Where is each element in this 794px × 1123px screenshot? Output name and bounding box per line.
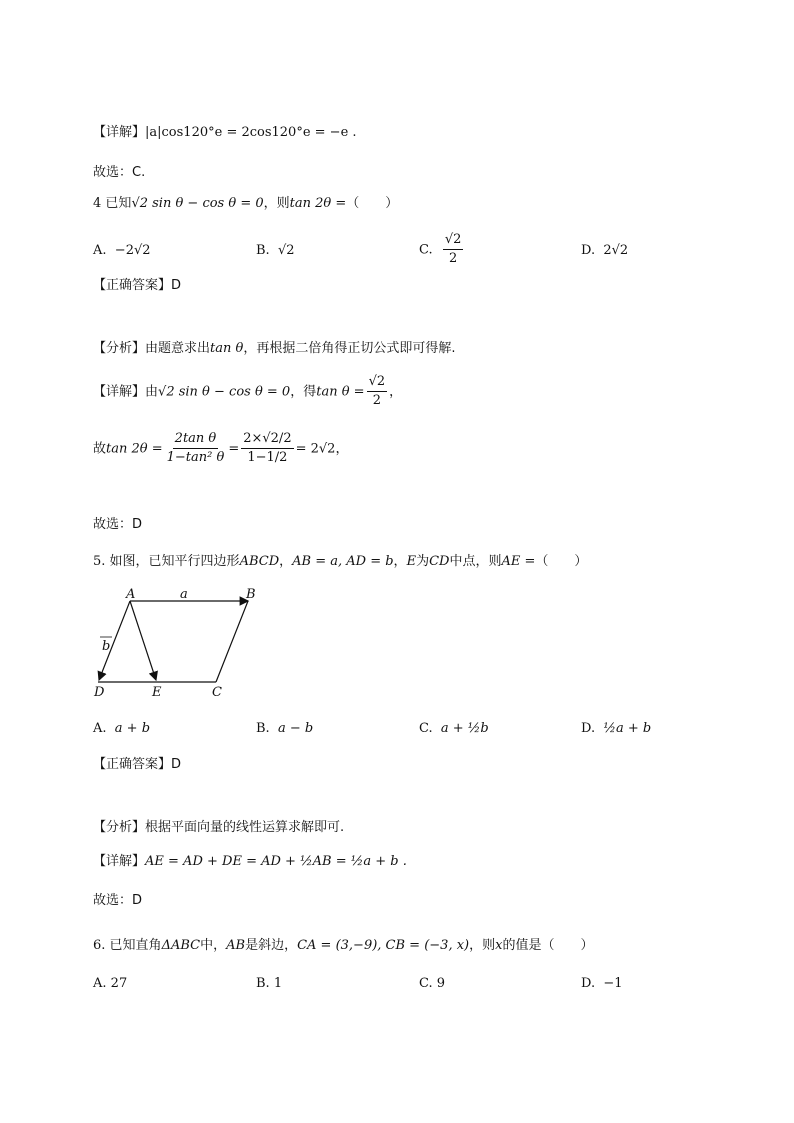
detail-formula: √2 sin θ − cos θ = 0 — [158, 384, 291, 400]
side-bc — [216, 601, 248, 682]
stem-formula: E — [406, 554, 417, 569]
stem-formula: ABCD — [239, 554, 280, 569]
analysis-text: 根据平面向量的线性运算求解即可. — [145, 820, 345, 835]
stem-text: 为 — [416, 554, 430, 569]
stem-text: ， — [279, 554, 293, 569]
point-e-label: E — [152, 685, 162, 700]
stem-formula: CD — [429, 554, 450, 569]
equals-sign: = — [228, 441, 240, 457]
q6-option-a — [93, 976, 127, 991]
detail-expression: |a|cos120°e = 2cos120°e = −e . — [145, 125, 357, 140]
detail-text: ， — [389, 384, 403, 400]
q5-option-d — [581, 721, 651, 736]
q4-detail — [93, 375, 402, 409]
q6-option-c — [419, 976, 445, 991]
answer-parenthesis: （ ） — [535, 554, 588, 569]
calc-result: = 2√2 — [295, 441, 336, 457]
detail-label: 【详解】 — [93, 125, 146, 140]
q4-choose: 故选：D — [93, 517, 143, 532]
detail-label: 【详解】 — [93, 384, 146, 400]
option-label: D. — [581, 721, 596, 736]
fraction-denominator: 1−tan² θ — [166, 450, 225, 466]
detail-formula: AE = AD + DE = AD + ½AB = ½a + b . — [145, 854, 407, 869]
q3-detail-line — [93, 126, 357, 139]
option-label: B. — [256, 976, 270, 991]
stem-text: ， — [393, 554, 407, 569]
vector-b-label: b — [102, 639, 111, 654]
point-c-label: C — [212, 685, 222, 700]
analysis-text: ，再根据二倍角得正切公式即可得解. — [243, 341, 456, 356]
option-value: 2√2 — [603, 243, 629, 258]
fraction-numerator: 2tan θ — [173, 432, 219, 449]
q5-option-a — [93, 721, 150, 736]
q6-option-b — [256, 976, 282, 991]
answer-value: D — [171, 278, 182, 293]
stem-formula: x — [495, 938, 503, 953]
vector-a-label: a — [180, 588, 188, 602]
fraction-denominator: 2 — [372, 393, 381, 409]
point-a-label: A — [126, 588, 136, 602]
q4-answer — [93, 279, 181, 292]
q3-choose: 故选：C. — [93, 165, 146, 180]
question-number: 4 — [93, 196, 102, 211]
analysis-label: 【分析】 — [93, 820, 146, 835]
stem-formula: tan 2θ = — [289, 196, 347, 211]
q5-answer — [93, 758, 181, 771]
option-label: C. — [419, 976, 433, 991]
analysis-formula: tan θ — [210, 341, 244, 356]
detail-formula: tan θ = — [316, 384, 365, 400]
stem-text: 如图，已知平行四边形 — [109, 554, 240, 569]
stem-text: 是斜边， — [245, 938, 298, 953]
stem-formula: AB — [226, 938, 246, 953]
option-value: 1 — [273, 976, 283, 991]
stem-text: 中， — [200, 938, 227, 953]
q4-calculation — [93, 432, 348, 466]
option-value: −2√2 — [114, 243, 151, 258]
option-value: −1 — [603, 976, 623, 991]
q6-stem — [93, 939, 594, 952]
answer-label: 【正确答案】 — [93, 278, 172, 293]
option-value: ½a + b — [603, 721, 652, 736]
stem-formula: CA = (3,−9), CB = (−3, x) — [297, 938, 470, 953]
option-value: 27 — [110, 976, 128, 991]
q5-analysis — [93, 821, 344, 834]
q5-choose: 故选：D — [93, 893, 143, 908]
calc-text: ， — [335, 441, 349, 457]
point-d-label: D — [94, 685, 105, 700]
stem-formula: AB = a, AD = b — [292, 554, 394, 569]
segment-ae-vector — [130, 601, 156, 680]
option-label: A. — [93, 721, 107, 736]
option-label: B. — [256, 243, 270, 258]
stem-text: ，则 — [469, 938, 496, 953]
q5-option-c — [419, 721, 489, 736]
question-number: 6. — [93, 938, 106, 953]
calc-formula: tan 2θ = — [106, 441, 163, 457]
option-value: a + ½b — [440, 721, 489, 736]
q5-detail — [93, 855, 407, 868]
answer-value: D — [171, 757, 182, 772]
option-value: 9 — [436, 976, 446, 991]
stem-text: 已知直角 — [109, 938, 162, 953]
option-label: C. — [419, 721, 433, 736]
q4-option-a — [93, 243, 151, 258]
stem-formula: √2 sin θ − cos θ = 0 — [131, 196, 264, 211]
answer-parenthesis: （ ） — [541, 938, 594, 953]
option-label: D. — [581, 976, 596, 991]
point-b-label: B — [246, 588, 256, 602]
stem-formula: ΔABC — [161, 938, 201, 953]
answer-label: 【正确答案】 — [93, 757, 172, 772]
q4-analysis — [93, 342, 455, 355]
fraction-numerator: √2 — [367, 375, 388, 392]
option-value: √2 — [277, 243, 295, 258]
stem-formula: AE = — [501, 554, 536, 569]
q6-option-d — [581, 976, 623, 991]
analysis-text: 由题意求出 — [145, 341, 211, 356]
calc-text: 故 — [93, 441, 107, 457]
fraction-numerator: √2 — [443, 233, 464, 250]
fraction-denominator: 1−1/2 — [247, 450, 288, 466]
q4-option-d — [581, 243, 628, 258]
detail-label: 【详解】 — [93, 854, 146, 869]
analysis-label: 【分析】 — [93, 341, 146, 356]
detail-text: 由 — [145, 384, 159, 400]
option-value: a + b — [114, 721, 151, 736]
stem-text: ，则 — [263, 196, 290, 211]
parallelogram-figure — [88, 588, 278, 700]
q4-option-b — [256, 243, 295, 258]
option-label: C. — [419, 242, 433, 258]
stem-text: 的值是 — [502, 938, 542, 953]
fraction-denominator: 2 — [449, 251, 458, 267]
option-label: D. — [581, 243, 596, 258]
option-label: A. — [93, 243, 107, 258]
q4-stem — [93, 197, 398, 210]
detail-text: ，得 — [290, 384, 317, 400]
q4-option-c — [419, 233, 465, 267]
option-label: A. — [93, 976, 107, 991]
stem-text: 已知 — [105, 196, 132, 211]
q5-stem — [93, 555, 587, 568]
option-label: B. — [256, 721, 270, 736]
question-number: 5. — [93, 554, 106, 569]
answer-parenthesis: （ ） — [346, 196, 399, 211]
q5-option-b — [256, 721, 313, 736]
stem-text: 中点，则 — [449, 554, 502, 569]
option-value: a − b — [277, 721, 314, 736]
fraction-numerator: 2×√2/2 — [241, 432, 293, 449]
